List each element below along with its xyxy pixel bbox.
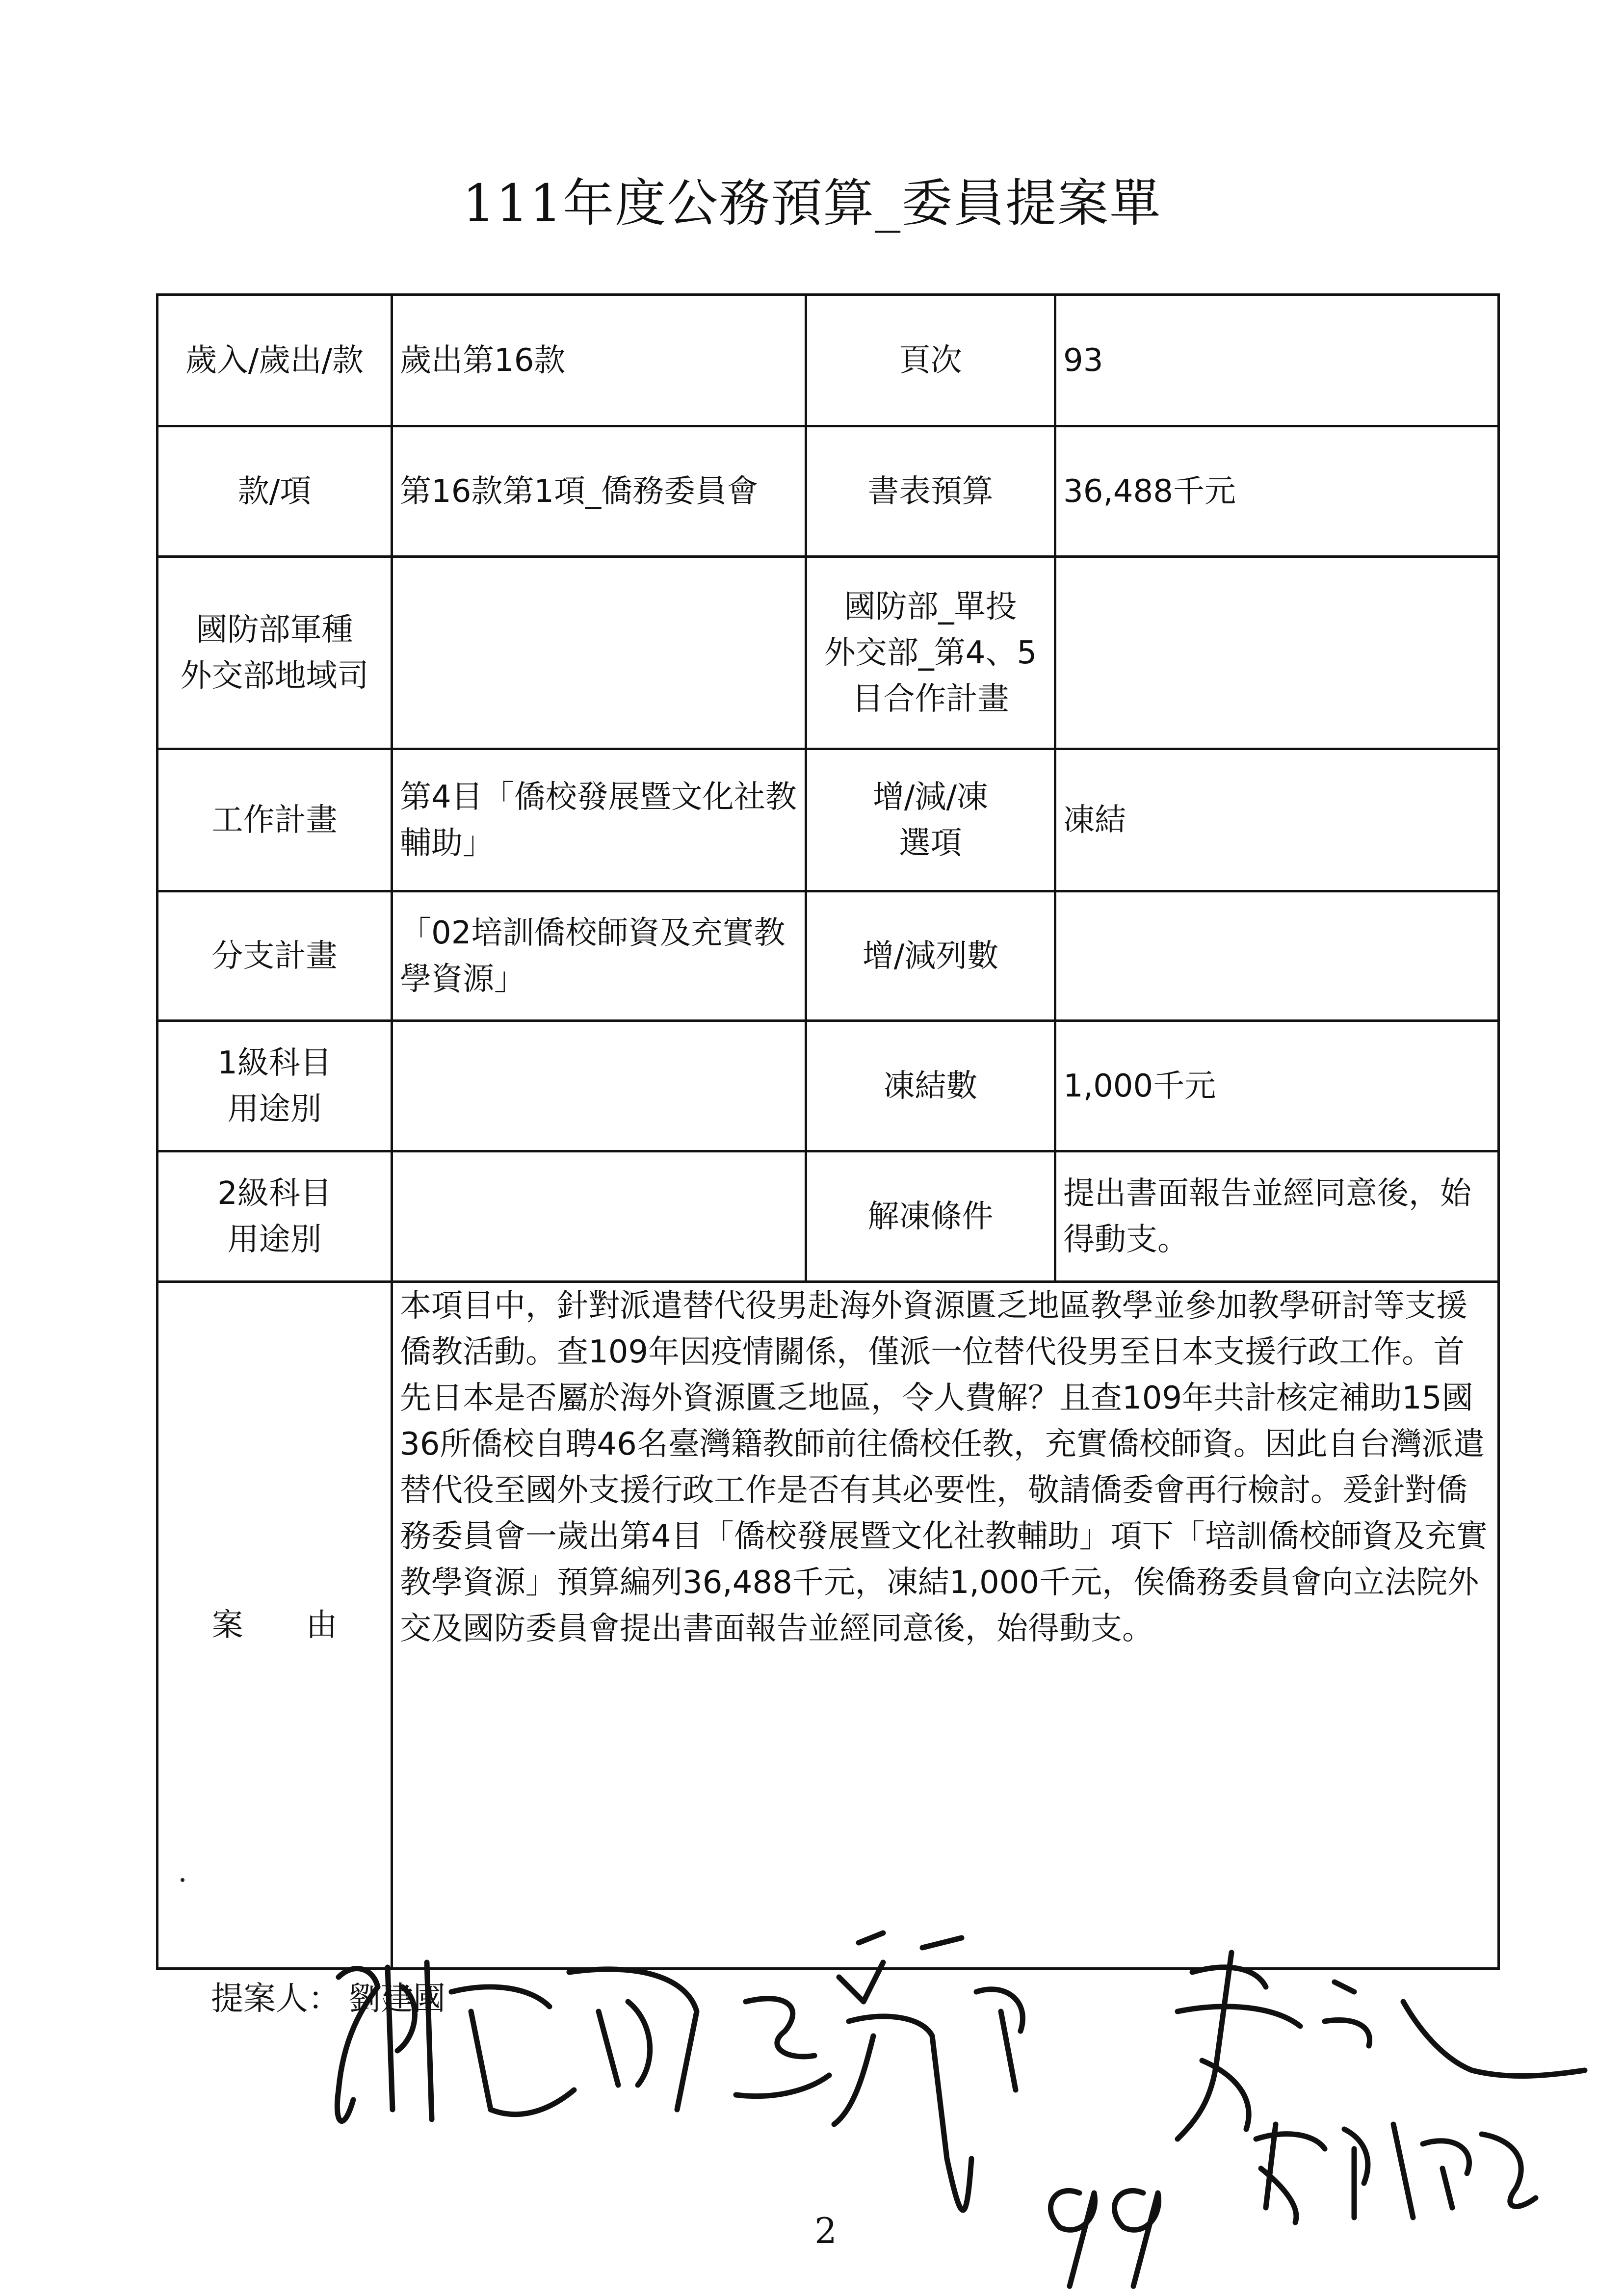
label-reason: 案 由 xyxy=(157,1282,392,1969)
table-row xyxy=(157,749,1499,891)
label-line: 外交部地域司 xyxy=(180,657,369,694)
label-budget-category: 歲入/歲出/款 xyxy=(157,295,392,426)
label-change-option xyxy=(806,749,1055,891)
label-line: 用途別 xyxy=(227,1221,322,1258)
value-change-amount xyxy=(1055,891,1499,1021)
label-unfreeze-condition: 解凍條件 xyxy=(806,1151,1055,1282)
label-line: 用途別 xyxy=(227,1091,322,1127)
table-row xyxy=(157,557,1499,749)
value-statement-budget: 36,488千元 xyxy=(1055,426,1499,557)
value-budget-category: 歲出第16款 xyxy=(392,295,806,426)
value-level2-subject xyxy=(392,1151,806,1282)
signature-2 xyxy=(736,1933,1022,2210)
table-row xyxy=(157,891,1499,1021)
proposer-name: 劉建國 xyxy=(348,1980,445,2017)
label-line: 2級科目 xyxy=(217,1175,332,1212)
page-number: 2 xyxy=(814,2210,837,2251)
table-row xyxy=(157,295,1499,426)
label-level2-subject xyxy=(157,1151,392,1282)
value-section-item: 第16款第1項_僑務委員會 xyxy=(392,426,806,557)
label-frozen-amount: 凍結數 xyxy=(806,1021,1055,1151)
label-line: 1級科目 xyxy=(217,1044,332,1081)
value-change-option: 凍結 xyxy=(1055,749,1499,891)
table-row xyxy=(157,426,1499,557)
label-line: 外交部_第4、5 xyxy=(824,634,1037,671)
proposer-label: 提案人： xyxy=(211,1980,341,2017)
label-section-item: 款/項 xyxy=(157,426,392,557)
label-line: 增/減/凍 xyxy=(872,779,989,815)
value-page: 93 xyxy=(1055,295,1499,426)
label-change-amount: 增/減列數 xyxy=(806,891,1055,1021)
proposer-line xyxy=(211,1972,445,2019)
value-unfreeze-condition: 提出書面報告並經同意後，始得動支。 xyxy=(1055,1151,1499,1282)
value-defense-foreign xyxy=(392,557,806,749)
signature-4 xyxy=(1256,2124,1536,2222)
value-cooperation-plan xyxy=(1055,557,1499,749)
signature-note-99 xyxy=(1050,2191,1158,2286)
label-page: 頁次 xyxy=(806,295,1055,426)
label-line: 國防部_單投 xyxy=(844,588,1017,625)
label-statement-budget: 書表預算 xyxy=(806,426,1055,557)
table-row xyxy=(157,1282,1499,1969)
reason-text: 本項目中，針對派遣替代役男赴海外資源匱乏地區教學並參加教學研討等支援僑教活動。查109年因疫情關係，僅派一位替代役男至日本支援行政工作。首先日本是否屬於海外資源匱乏地區，令人費解？且查109年共計核定補助15國36所僑校自聘46名臺灣籍教師前往僑校任教，充實僑校師資。因此自台灣派遣替代役至國外支援行政工作是否有其必要性，敬請僑委會再行檢討。爰針對僑務委員會一歲出第4目「僑校發展暨文化社教輔助」項下「培訓僑校師資及充實教學資源」預算編列36,488千元，凍結1,000千元，俟僑務委員會向立法院外交及國防委員會提出書面報告並經同意後，始得動支。 xyxy=(392,1282,1499,1969)
label-work-plan: 工作計畫 xyxy=(157,749,392,891)
value-work-plan: 第4目「僑校發展暨文化社教輔助」 xyxy=(392,749,806,891)
label-cooperation-plan xyxy=(806,557,1055,749)
label-branch-plan: 分支計畫 xyxy=(157,891,392,1021)
proposal-form-table xyxy=(156,293,1500,1970)
label-defense-foreign xyxy=(157,557,392,749)
value-level1-subject xyxy=(392,1021,806,1151)
label-line: 國防部軍種 xyxy=(196,611,353,648)
table-row xyxy=(157,1151,1499,1282)
signature-3 xyxy=(1178,1953,1585,2139)
label-line: 目合作計畫 xyxy=(852,680,1009,717)
label-line: 選項 xyxy=(899,825,962,861)
table-row xyxy=(157,1021,1499,1151)
value-frozen-amount: 1,000千元 xyxy=(1055,1021,1499,1151)
scan-speck xyxy=(181,1878,184,1882)
form-title: 111年度公務預算_委員提案單 xyxy=(462,173,1162,233)
label-level1-subject xyxy=(157,1021,392,1151)
value-branch-plan: 「02培訓僑校師資及充實教學資源」 xyxy=(392,891,806,1021)
